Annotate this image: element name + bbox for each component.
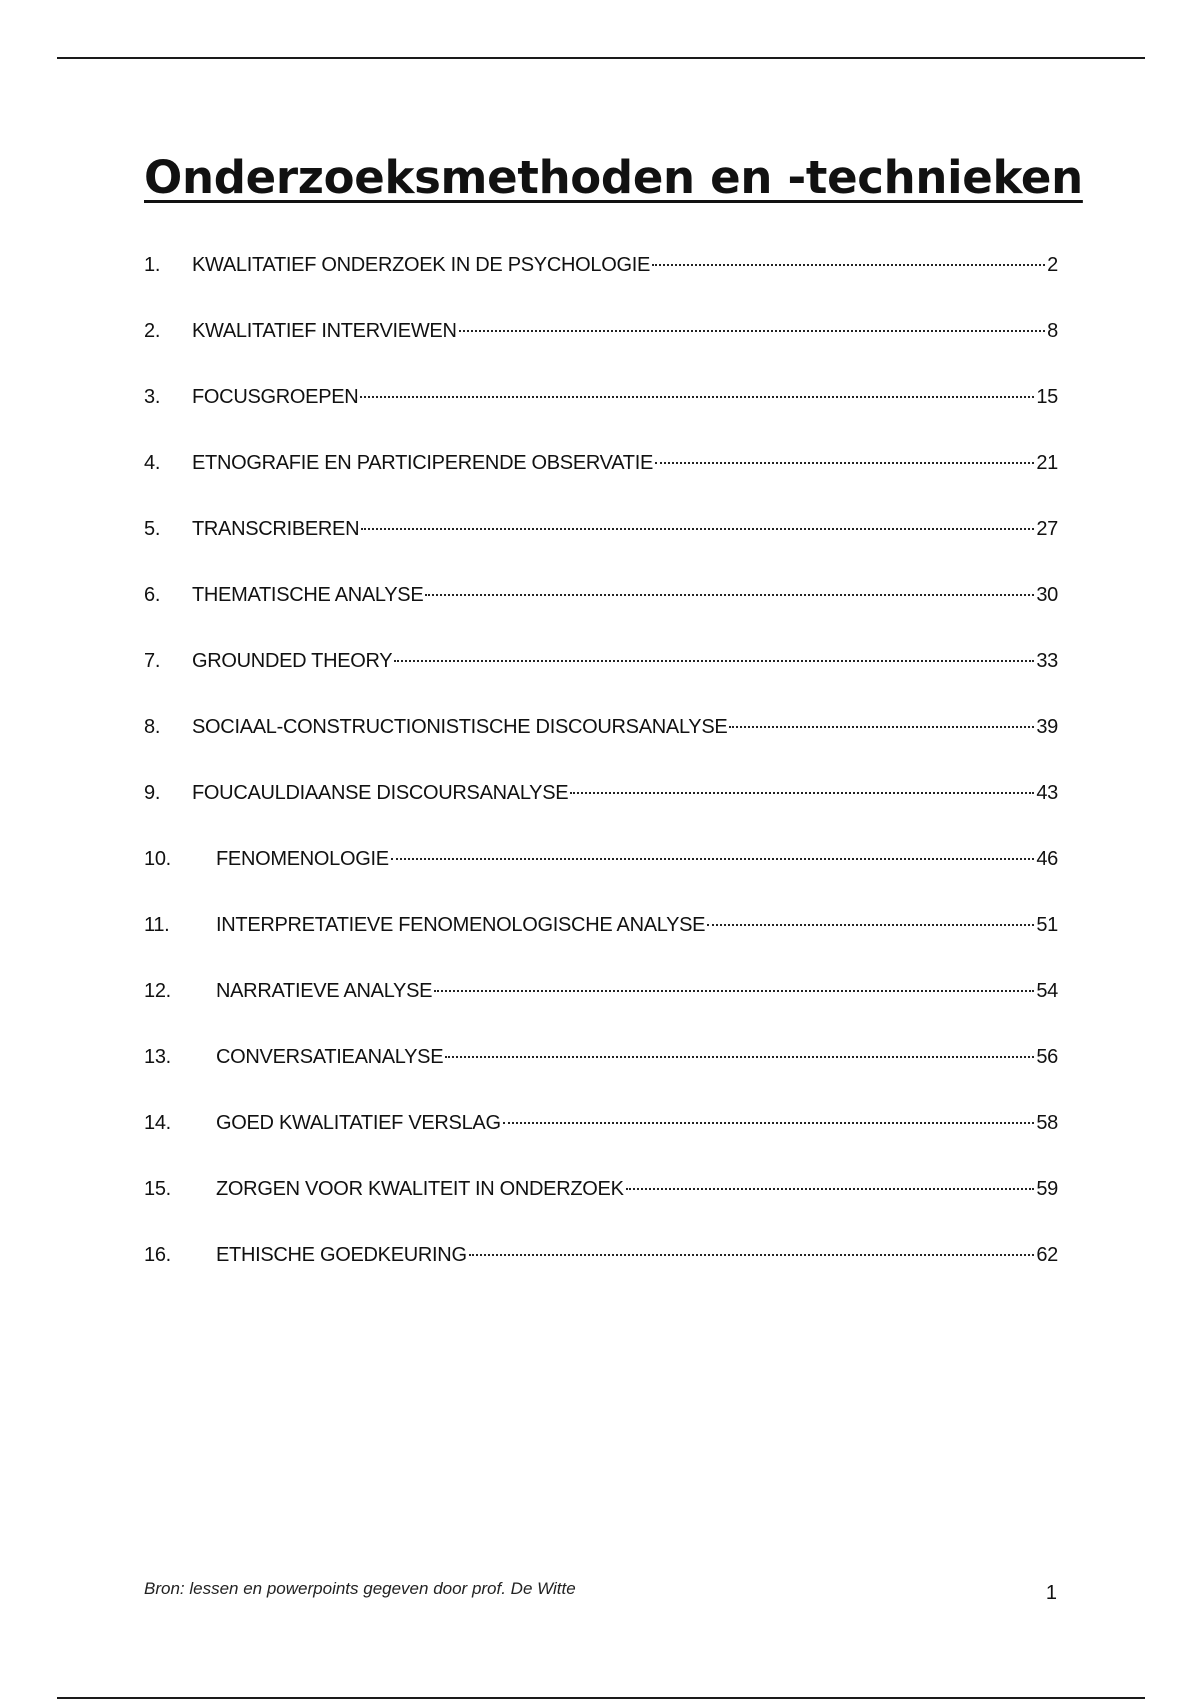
toc-entry-number: 16. [144,1244,171,1266]
toc-entry-number: 10. [144,848,171,870]
toc-entry[interactable] [144,513,1058,579]
toc-entry[interactable] [144,975,1058,1041]
toc-entry[interactable] [144,381,1058,447]
toc-entry-label: ETNOGRAFIE EN PARTICIPERENDE OBSERVATIE [192,452,653,474]
footer-page-number: 1 [1045,1582,1057,1604]
toc-entry-number: 12. [144,980,171,1002]
table-of-contents [144,249,1058,1305]
dot-leader [434,990,1034,992]
toc-entry-number: 14. [144,1112,171,1134]
toc-entry-page: 54 [1036,980,1058,1002]
dot-leader [707,924,1034,926]
toc-entry[interactable] [144,1041,1058,1107]
toc-entry-page: 2 [1047,254,1058,276]
toc-entry-number: 7. [144,650,161,672]
toc-entry-number: 9. [144,782,161,804]
dot-leader [469,1254,1035,1256]
dot-leader [445,1056,1034,1058]
dot-leader [570,792,1034,794]
toc-entry[interactable] [144,1107,1058,1173]
toc-entry[interactable] [144,579,1058,645]
toc-entry-page: 33 [1036,650,1058,672]
toc-entry-label: FOUCAULDIAANSE DISCOURSANALYSE [192,782,569,804]
toc-entry-page: 46 [1036,848,1058,870]
dot-leader [626,1188,1035,1190]
dot-leader [360,396,1034,398]
toc-entry-page: 30 [1036,584,1058,606]
toc-entry-number: 1. [144,254,161,276]
dot-leader [361,528,1034,530]
dot-leader [459,330,1046,332]
toc-entry-page: 21 [1036,452,1058,474]
toc-entry[interactable] [144,447,1058,513]
toc-entry-number: 4. [144,452,161,474]
dot-leader [503,1122,1035,1124]
toc-entry[interactable] [144,1239,1058,1305]
toc-entry-label: NARRATIEVE ANALYSE [216,980,433,1002]
footer-rule [57,1697,1145,1699]
toc-entry-label: TRANSCRIBEREN [192,518,360,540]
toc-entry[interactable] [144,249,1058,315]
toc-entry-label: SOCIAAL-CONSTRUCTIONISTISCHE DISCOURSANALYSE [192,716,728,738]
toc-entry-number: 11. [144,914,170,936]
toc-entry-label: GOED KWALITATIEF VERSLAG [216,1112,501,1134]
toc-entry-page: 59 [1036,1178,1058,1200]
toc-entry-page: 8 [1047,320,1058,342]
toc-entry-label: FENOMENOLOGIE [216,848,389,870]
toc-entry-label: FOCUSGROEPEN [192,386,359,408]
dot-leader [394,660,1034,662]
toc-entry-page: 39 [1036,716,1058,738]
toc-entry-label: ETHISCHE GOEDKEURING [216,1244,467,1266]
dot-leader [391,858,1035,860]
toc-entry-label: THEMATISCHE ANALYSE [192,584,424,606]
toc-entry[interactable] [144,711,1058,777]
toc-entry-number: 5. [144,518,161,540]
toc-entry-page: 15 [1036,386,1058,408]
document-title: Onderzoeksmethoden en -technieken [144,151,1083,204]
toc-entry-number: 3. [144,386,161,408]
dot-leader [652,264,1045,266]
toc-entry-label: INTERPRETATIEVE FENOMENOLOGISCHE ANALYSE [216,914,706,936]
dot-leader [729,726,1034,728]
toc-entry[interactable] [144,315,1058,381]
footer-source-note: Bron: lessen en powerpoints gegeven door prof. De Witte [144,1579,576,1598]
toc-entry-number: 2. [144,320,161,342]
toc-entry-page: 56 [1036,1046,1058,1068]
toc-entry-label: GROUNDED THEORY [192,650,393,672]
toc-entry[interactable] [144,1173,1058,1239]
header-rule [57,57,1145,59]
toc-entry-number: 6. [144,584,161,606]
toc-entry-label: ZORGEN VOOR KWALITEIT IN ONDERZOEK [216,1178,624,1200]
toc-entry-page: 58 [1036,1112,1058,1134]
toc-entry-label: CONVERSATIEANALYSE [216,1046,444,1068]
toc-entry[interactable] [144,843,1058,909]
toc-entry-number: 15. [144,1178,171,1200]
toc-entry[interactable] [144,645,1058,711]
toc-entry-page: 62 [1036,1244,1058,1266]
toc-entry[interactable] [144,909,1058,975]
toc-entry-page: 51 [1036,914,1058,936]
toc-entry-number: 13. [144,1046,171,1068]
dot-leader [425,594,1034,596]
toc-entry-label: KWALITATIEF INTERVIEWEN [192,320,457,342]
toc-entry-page: 43 [1036,782,1058,804]
toc-entry[interactable] [144,777,1058,843]
dot-leader [655,462,1034,464]
toc-entry-number: 8. [144,716,161,738]
toc-entry-page: 27 [1036,518,1058,540]
toc-entry-label: KWALITATIEF ONDERZOEK IN DE PSYCHOLOGIE [192,254,650,276]
